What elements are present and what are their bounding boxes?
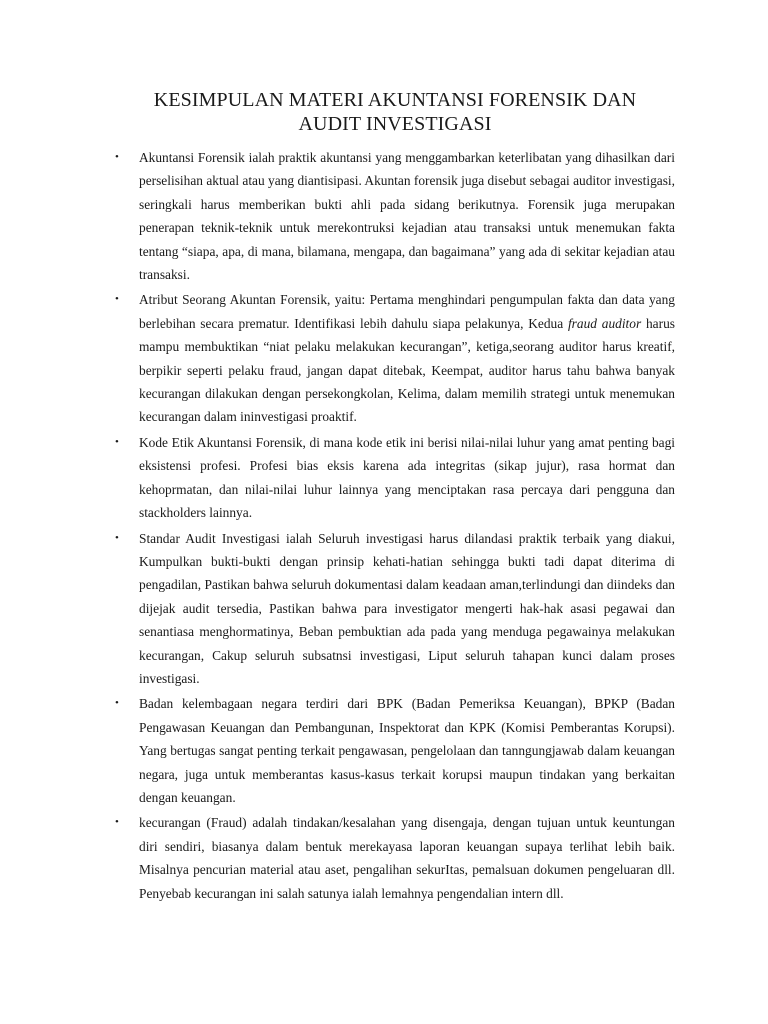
list-item-text: Kode Etik Akuntansi Forensik, di mana kode etik ini berisi nilai-nilai luhur yang amat penting bagi eksistensi profesi. Profesi bias eksis karena ada integritas (sikap jujur), rasa hormat dan kehoprmatan, dan nilai-nilai luhur lainnya yang menciptakan rasa percaya dari pengguna dan stackholders lainnya.	[139, 434, 675, 521]
list-item-text: kecurangan (Fraud) adalah tindakan/kesalahan yang disengaja, dengan tujuan untuk keuntungan diri sendiri, biasanya dalam bentuk merekayasa laporan keuangan supaya terlihat lebih baik. Misalnya pencurian material atau aset, pengalihan sekurItas, pemalsuan dokumen pengeluaran dll. Penyebab kecurangan ini salah satunya ialah lemahnya pengendalian intern dll.	[139, 815, 675, 901]
list-item-text: Standar Audit Investigasi ialah Seluruh investigasi harus dilandasi praktik terbaik yang diakui, Kumpulkan bukti-bukti dengan prinsip kehati-hatian sehingga bukti tadi dapat diterima di pengadilan, Pastikan bahwa seluruh dokumentasi dalam keadaan aman,terlindungi dan diindeks dan dijejak audit tersedia, Pastikan bahwa para investigator mengerti hak-hak asasi pegawai dan senantiasa menghormatinya, Beban pembuktian ada pada yang menduga pegawainya melakukan kecurangan, Cakup seluruh subsatnsi investigasi, Liput seluruh tahapan kunci dalam proses investigasi.	[139, 530, 675, 686]
title-line-1: KESIMPULAN MATERI AKUNTANSI FORENSIK DAN	[153, 89, 637, 111]
bullet-icon: •	[115, 816, 119, 829]
list-item-text-part: harus mampu membuktikan “niat pelaku melakukan kecurangan”, ketiga,seorang auditor harus kreatif, berpikir seperti pelaku fraud, jangan dapat ditebak, Keempat, auditor harus tahu bahwa banyak kecurangan dilakukan dengan persekongkolan, Kelima, dalam memilih strategi untuk menemukan kecurangan dalam ininvestigasi proaktif.	[139, 315, 675, 425]
list-item-text	[139, 292, 675, 424]
list-item-akuntansi-forensik	[113, 146, 675, 286]
list-item-kode-etik	[113, 431, 675, 525]
list-item-standar-audit	[113, 527, 675, 691]
bullet-icon: •	[115, 531, 119, 544]
list-item-text-part: Atribut Seorang Akuntan Forensik, yaitu: Pertama menghindari pengumpulan fakta dan data yang berlebihan secara prematur. Identifikasi lebih dahulu siapa pelakunya, Kedua	[139, 292, 675, 331]
list-item-badan-kelembagaan	[113, 692, 675, 809]
bullet-icon: •	[115, 293, 119, 306]
bullet-icon: •	[115, 151, 119, 163]
bullet-list	[113, 146, 675, 907]
bullet-icon: •	[115, 435, 119, 448]
list-item-kecurangan	[113, 811, 675, 905]
list-item-atribut-akuntan	[113, 288, 675, 428]
document-title	[100, 88, 690, 136]
title-line-2: AUDIT INVESTIGASI	[298, 113, 492, 135]
list-item-text: Badan kelembagaan negara terdiri dari BPK (Badan Pemeriksa Keuangan), BPKP (Badan Pengawasan Keuangan dan Pembangunan, Inspektorat dan KPK (Komisi Pemberantas Korupsi). Yang bertugas sangat penting terkait pengawasan, pengelolaan dan tanngungjawab dalam keuangan negara, juga untuk memberantas kasus-kasus terkait korupsi maupun tindakan yang berkaitan dengan keuangan.	[139, 696, 675, 805]
bullet-icon: •	[115, 697, 119, 710]
list-item-text: Akuntansi Forensik ialah praktik akuntansi yang menggambarkan keterlibatan yang dihasilkan dari perselisihan aktual atau yang diantisipasi. Akuntan forensik juga disebut sebagai auditor investigasi, seringkali harus memberikan bukti ahli pada sidang berikutnya. Forensik juga merupakan penerapan teknik-teknik untuk merekontruksi kejadian atau transaksi untuk menemukan fakta tentang “siapa, apa, di mana, bilamana, mengapa, dan bagaimana” yang ada di sekitar kejadian atau transaksi.	[139, 150, 675, 283]
italic-term: fraud auditor	[567, 315, 642, 331]
